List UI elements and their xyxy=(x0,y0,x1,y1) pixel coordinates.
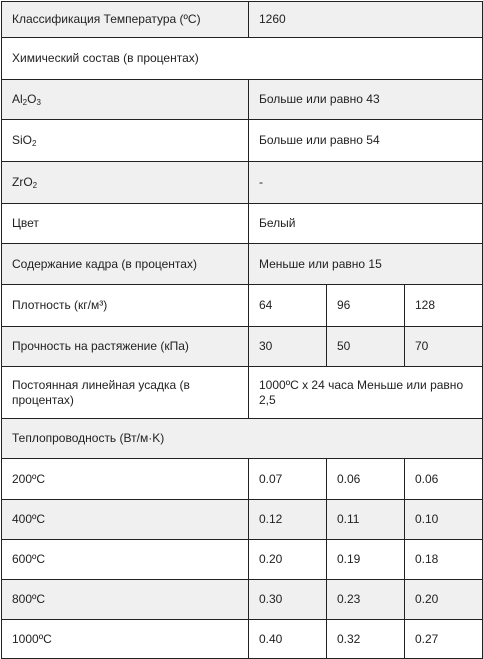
classification-label: Классификация Температура (ºC) xyxy=(2,2,249,38)
table-row xyxy=(2,120,483,162)
conductivity-value: 0.20 xyxy=(405,580,483,620)
tensile-strength-value: 70 xyxy=(405,327,483,367)
shot-content-label: Содержание кадра (в процентах) xyxy=(2,244,249,285)
color-value: Белый xyxy=(249,204,483,244)
conductivity-value: 0.12 xyxy=(249,500,327,540)
table-row xyxy=(2,327,483,367)
temperature-label: 200ºC xyxy=(2,459,249,500)
chemical-composition-heading: Химический состав (в процентах) xyxy=(2,38,483,80)
linear-shrinkage-value: 1000ºC x 24 часа Меньше или равно 2,5 xyxy=(249,367,483,419)
shot-content-value: Меньше или равно 15 xyxy=(249,244,483,285)
al2o3-label: $Al_2O_3$ xyxy=(2,80,249,120)
table-row xyxy=(2,367,483,419)
temperature-label: 600ºC xyxy=(2,540,249,580)
table-row xyxy=(2,162,483,204)
table-row xyxy=(2,419,483,459)
table-row xyxy=(2,204,483,244)
tensile-strength-value: 50 xyxy=(327,327,405,367)
table-row xyxy=(2,38,483,80)
conductivity-value: 0.19 xyxy=(327,540,405,580)
table-row xyxy=(2,580,483,620)
temperature-label: 400ºC xyxy=(2,500,249,540)
sio2-label: SiO$_2$ xyxy=(2,120,249,162)
zro2-value: - xyxy=(249,162,483,204)
density-value: 96 xyxy=(327,285,405,327)
conductivity-value: 0.10 xyxy=(405,500,483,540)
table-row xyxy=(2,2,483,38)
temperature-label: 1000ºC xyxy=(2,620,249,659)
conductivity-value: 0.27 xyxy=(405,620,483,659)
conductivity-value: 0.40 xyxy=(249,620,327,659)
thermal-conductivity-heading: Теплопроводность (Вт/м·K) xyxy=(2,419,483,459)
zro2-label: ZrO$_2$ xyxy=(2,162,249,204)
specification-table xyxy=(1,1,483,659)
table-row xyxy=(2,244,483,285)
conductivity-value: 0.18 xyxy=(405,540,483,580)
conductivity-value: 0.07 xyxy=(249,459,327,500)
density-value: 128 xyxy=(405,285,483,327)
table-row xyxy=(2,285,483,327)
table-row xyxy=(2,459,483,500)
conductivity-value: 0.32 xyxy=(327,620,405,659)
density-value: 64 xyxy=(249,285,327,327)
conductivity-value: 0.06 xyxy=(405,459,483,500)
tensile-strength-value: 30 xyxy=(249,327,327,367)
sio2-value: Больше или равно 54 xyxy=(249,120,483,162)
al2o3-value: Больше или равно 43 xyxy=(249,80,483,120)
conductivity-value: 0.06 xyxy=(327,459,405,500)
table-row xyxy=(2,500,483,540)
table-row xyxy=(2,620,483,659)
density-label: Плотность (кг/м³) xyxy=(2,285,249,327)
conductivity-value: 0.11 xyxy=(327,500,405,540)
color-label: Цвет xyxy=(2,204,249,244)
table-row xyxy=(2,80,483,120)
linear-shrinkage-label: Постоянная линейная усадка (в процентах) xyxy=(2,367,249,419)
tensile-strength-label: Прочность на растяжение (кПа) xyxy=(2,327,249,367)
table-row xyxy=(2,540,483,580)
conductivity-value: 0.30 xyxy=(249,580,327,620)
temperature-label: 800ºC xyxy=(2,580,249,620)
classification-value: 1260 xyxy=(249,2,483,38)
conductivity-value: 0.23 xyxy=(327,580,405,620)
conductivity-value: 0.20 xyxy=(249,540,327,580)
